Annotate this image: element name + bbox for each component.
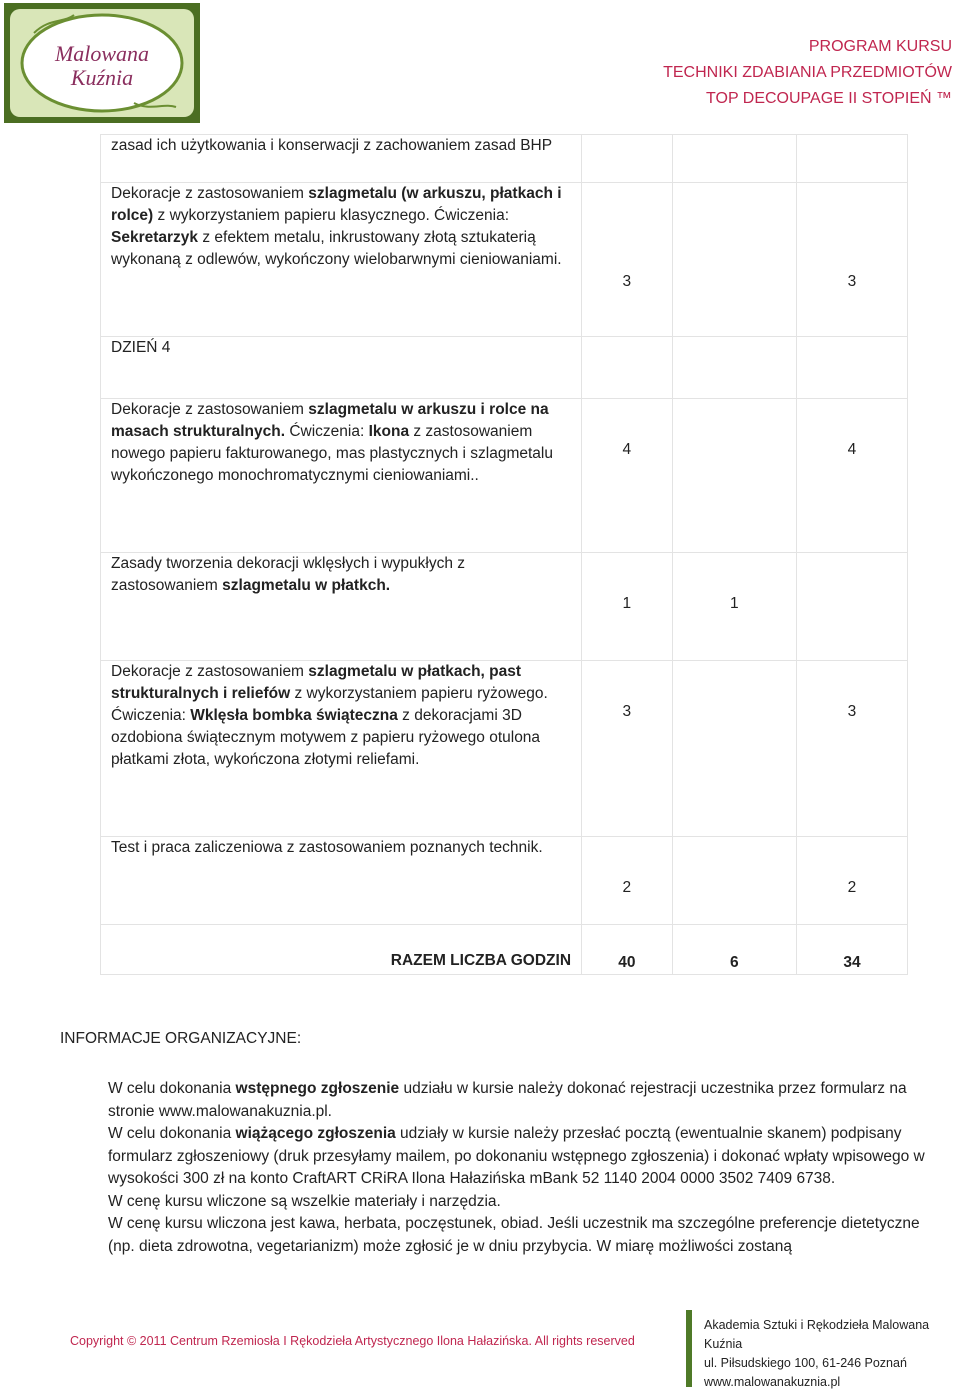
row-text-run: z dekoracjami 3D ozdobiona świątecznym motywem z papieru ryżowego otulona płatkami złota, wykończona złotymi reliefami. bbox=[111, 707, 541, 768]
row-text-run: z wykorzystaniem papieru ryżowego. Ćwiczenia: bbox=[111, 685, 548, 724]
row-text-run: Ćwiczenia: bbox=[285, 423, 369, 440]
total-theory: 6 bbox=[672, 925, 796, 975]
total-hours: 40 bbox=[582, 925, 673, 975]
footer-address-line-2: ul. Piłsudskiego 100, 61-246 Poznań bbox=[704, 1356, 907, 1370]
table-row bbox=[101, 337, 908, 399]
row-hours-c3: 1 bbox=[672, 553, 796, 661]
info-text-run: udziały w kursie należy przesłać pocztą (ewentualnie skanem) podpisany formularz zgłoszeniowy (druk przesyłamy mailem, po dokonaniu wstępnego zgłoszenia) i dokonać wpłaty wpisowego w wysokości 300 zł na konto CraftART CRiRA Ilona Hałazińska mBank 52 1140 2004 0000 3502 7409 6738. bbox=[108, 1125, 925, 1187]
logo-text-line1: Malowana bbox=[54, 41, 150, 66]
row-hours-c3 bbox=[672, 135, 796, 183]
info-text-run: W celu dokonania bbox=[108, 1125, 236, 1142]
row-text-run: szlagmetalu w płatkach, past strukturalnych i reliefów bbox=[111, 663, 522, 702]
row-hours-c2: 3 bbox=[582, 183, 673, 337]
row-text-run: DZIEŃ 4 bbox=[111, 339, 171, 356]
row-text-run: z efektem metalu, inkrustowany złotą sztukaterią wykonaną z odlewów, wykończony wielobarwnymi cieniowaniami. bbox=[111, 229, 562, 268]
info-text-run: W celu dokonania bbox=[108, 1080, 236, 1097]
row-hours-c3 bbox=[672, 837, 796, 925]
row-description bbox=[101, 837, 582, 925]
row-hours-c4: 2 bbox=[796, 837, 907, 925]
header-line-2: TECHNIKI ZDABIANIA PRZEDMIOTÓW bbox=[663, 64, 952, 81]
logo bbox=[4, 3, 200, 123]
footer-address bbox=[704, 1316, 960, 1392]
info-paragraph bbox=[108, 1191, 948, 1214]
row-text-run: szlagmetalu (w arkuszu, płatkach i rolce) bbox=[111, 185, 562, 224]
page-header bbox=[663, 34, 952, 112]
row-hours-c4 bbox=[796, 337, 907, 399]
row-hours-c4 bbox=[796, 135, 907, 183]
info-paragraph bbox=[108, 1213, 948, 1258]
info-text-run: W cenę kursu wliczone są wszelkie materiały i narzędzia. bbox=[108, 1192, 501, 1210]
info-text-run: W cenę kursu wliczona jest kawa, herbata, poczęstunek, obiad. Jeśli uczestnik ma szczególne preferencje dietetyczne (np. dieta zdrowotna, vegetarianizm) może zgłosić je w dniu przybycia. W miarę możliwości zostaną bbox=[108, 1215, 920, 1255]
row-description bbox=[101, 399, 582, 553]
total-label: RAZEM LICZBA GODZIN bbox=[101, 925, 582, 975]
table-row bbox=[101, 135, 908, 183]
row-hours-c2: 2 bbox=[582, 837, 673, 925]
row-hours-c2: 3 bbox=[582, 661, 673, 837]
row-text-run: Dekoracje z zastosowaniem bbox=[111, 185, 309, 202]
row-text-run: szlagmetalu w płatkch. bbox=[222, 577, 391, 594]
row-hours-c4: 3 bbox=[796, 183, 907, 337]
row-description bbox=[101, 135, 582, 183]
row-description bbox=[101, 337, 582, 399]
row-description bbox=[101, 183, 582, 337]
info-text-run: wstępnego zgłoszenie bbox=[235, 1080, 400, 1097]
row-text-run: Zasady tworzenia dekoracji wklęsłych i wypukłych z zastosowaniem bbox=[111, 555, 466, 594]
info-paragraph bbox=[108, 1123, 948, 1191]
row-text-run: szlagmetalu w arkuszu i rolce na masach strukturalnych. bbox=[111, 401, 549, 440]
info-paragraph bbox=[108, 1078, 948, 1123]
row-text-run: z zastosowaniem nowego papieru fakturowanego, mas plastycznych i szlagmetalu wykończonego monochromatycznymi cieniowaniami.. bbox=[111, 423, 553, 484]
row-description bbox=[101, 553, 582, 661]
row-hours-c4 bbox=[796, 553, 907, 661]
row-hours-c4: 3 bbox=[796, 661, 907, 837]
row-hours-c3 bbox=[672, 661, 796, 837]
row-hours-c2: 1 bbox=[582, 553, 673, 661]
row-text-run: z wykorzystaniem papieru klasycznego. Ćwiczenia: bbox=[153, 207, 509, 224]
row-text-run: Sekretarzyk bbox=[111, 229, 199, 246]
table-row bbox=[101, 661, 908, 837]
row-text-run: Ikona bbox=[368, 423, 410, 440]
row-text-run: Dekoracje z zastosowaniem bbox=[111, 401, 309, 418]
info-text-run: wiążącego zgłoszenia bbox=[235, 1125, 396, 1142]
table-row bbox=[101, 399, 908, 553]
table-row bbox=[101, 837, 908, 925]
row-hours-c3 bbox=[672, 337, 796, 399]
footer-website-link[interactable]: www.malowanakuznia.pl bbox=[704, 1375, 841, 1389]
footer-address-line-1: Akademia Sztuki i Rękodzieła Malowana Kuźnia bbox=[704, 1318, 930, 1351]
total-practice: 34 bbox=[796, 925, 907, 975]
row-hours-c3 bbox=[672, 399, 796, 553]
footer-copyright: Copyright © 2011 Centrum Rzemiosła I Rękodzieła Artystycznego Ilona Hałazińska. All rights reserved bbox=[70, 1334, 635, 1348]
row-hours-c2 bbox=[582, 135, 673, 183]
program-table bbox=[100, 134, 908, 975]
row-text-run: Wklęsła bombka świąteczna bbox=[190, 707, 398, 724]
row-hours-c2: 4 bbox=[582, 399, 673, 553]
info-title: INFORMACJE ORGANIZACYJNE: bbox=[60, 1030, 302, 1047]
row-hours-c4: 4 bbox=[796, 399, 907, 553]
footer-divider bbox=[686, 1310, 692, 1387]
row-text-run: zasad ich użytkowania i konserwacji z zachowaniem zasad BHP bbox=[111, 137, 553, 154]
row-hours-c2 bbox=[582, 337, 673, 399]
row-text-run: Test i praca zaliczeniowa z zastosowaniem poznanych technik. bbox=[111, 839, 543, 856]
table-row bbox=[101, 183, 908, 337]
info-text-run: udziału w kursie należy dokonać rejestracji uczestnika przez formularz na stronie www.malowanakuznia.pl. bbox=[108, 1080, 907, 1120]
row-text-run: Dekoracje z zastosowaniem bbox=[111, 663, 309, 680]
row-description bbox=[101, 661, 582, 837]
header-line-1: PROGRAM KURSU bbox=[808, 38, 952, 55]
total-row bbox=[101, 925, 908, 975]
table-row bbox=[101, 553, 908, 661]
header-line-3: TOP DECOUPAGE II STOPIEŃ ™ bbox=[706, 90, 952, 107]
info-section bbox=[108, 1078, 948, 1258]
row-hours-c3 bbox=[672, 183, 796, 337]
logo-text-line2: Kuźnia bbox=[70, 65, 134, 90]
